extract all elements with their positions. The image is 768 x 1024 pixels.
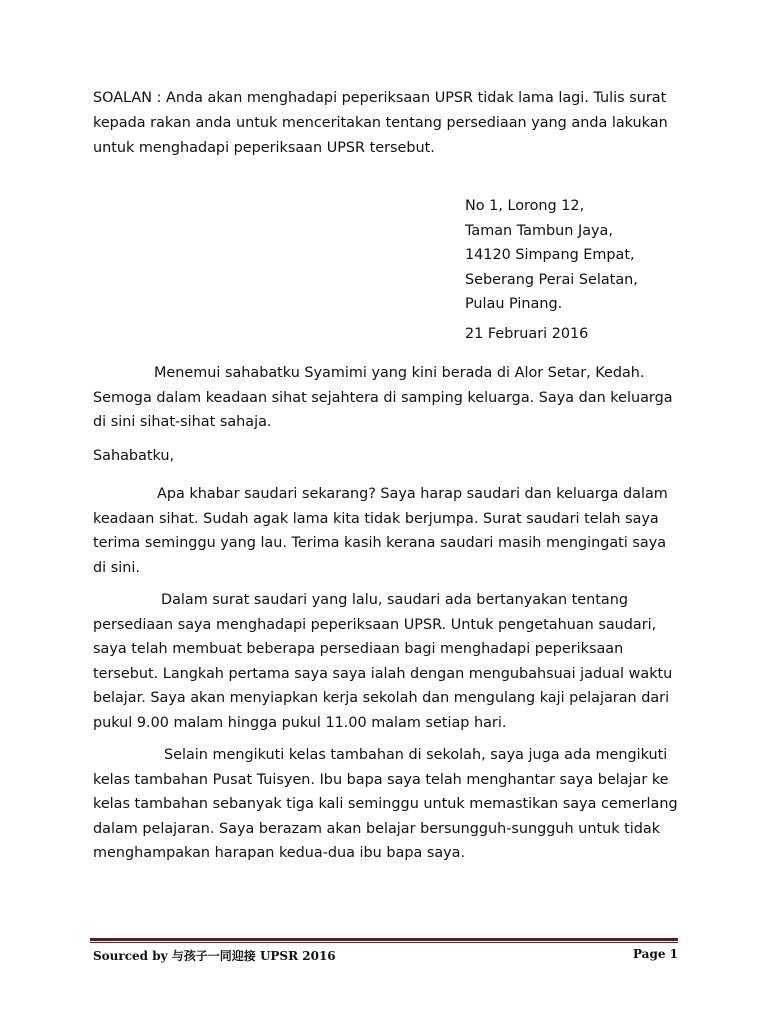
opening-paragraph: Menemui sahabatku Syamimi yang kini berada di Alor Setar, Kedah. Semoga dalam keadaan sihat sejahtera di samping keluarga. Saya dan keluarga di sini sihat-sihat sahaja. xyxy=(93,365,673,430)
footer-divider xyxy=(90,938,678,941)
address-line: No 1, Lorong 12, xyxy=(465,198,585,214)
question-text: SOALAN : Anda akan menghadapi peperiksaan UPSR tidak lama lagi. Tulis surat kepada rakan anda untuk menceritakan tentang persediaan yang anda lakukan untuk menghadapi peperiksaan UPSR tersebut. xyxy=(93,90,668,156)
body-paragraph: Dalam surat saudari yang lalu, saudari ada bertanyakan tentang persediaan saya menghadapi peperiksaan UPSR. Untuk pengetahuan saudari, saya telah membuat beberapa persediaan bagi menghadapi peperiksaan tersebut. Langkah pertama saya saya ialah dengan mengubahsuai jadual waktu belajar. Saya akan menyiapkan kerja sekolah dan mengulang kaji pelajaran dari pukul 9.00 malam hingga pukul 11.00 malam setiap hari. xyxy=(93,592,673,731)
salutation: Sahabatku, xyxy=(93,448,175,464)
sender-address xyxy=(465,194,638,317)
footer-source: Sourced by 与孩子一同迎接 UPSR 2016 xyxy=(93,949,336,963)
body-paragraph: Selain mengikuti kelas tambahan di sekolah, saya juga ada mengikuti kelas tambahan Pusat Tuisyen. Ibu bapa saya telah menghantar saya belajar ke kelas tambahan sebanyak tiga kali seminggu untuk memastikan saya cemerlang dalam pelajaran. Saya berazam akan belajar bersungguh-sungguh untuk tidak menghampakan harapan kedua-dua ibu bapa saya. xyxy=(93,747,678,861)
footer-divider-thin xyxy=(90,942,678,943)
body-paragraph: Apa khabar saudari sekarang? Saya harap saudari dan keluarga dalam keadaan sihat. Sudah agak lama kita tidak berjumpa. Surat saudari telah saya terima seminggu yang lau. Terima kasih kerana saudari masih mengingati saya di sini. xyxy=(93,486,668,576)
page-number: Page 1 xyxy=(632,947,678,961)
address-line: 14120 Simpang Empat, xyxy=(465,247,635,263)
letter-date: 21 Februari 2016 xyxy=(465,326,589,342)
address-line: Taman Tambun Jaya, xyxy=(465,222,613,239)
address-line: Pulau Pinang. xyxy=(465,296,563,312)
address-line: Seberang Perai Selatan, xyxy=(465,271,638,288)
